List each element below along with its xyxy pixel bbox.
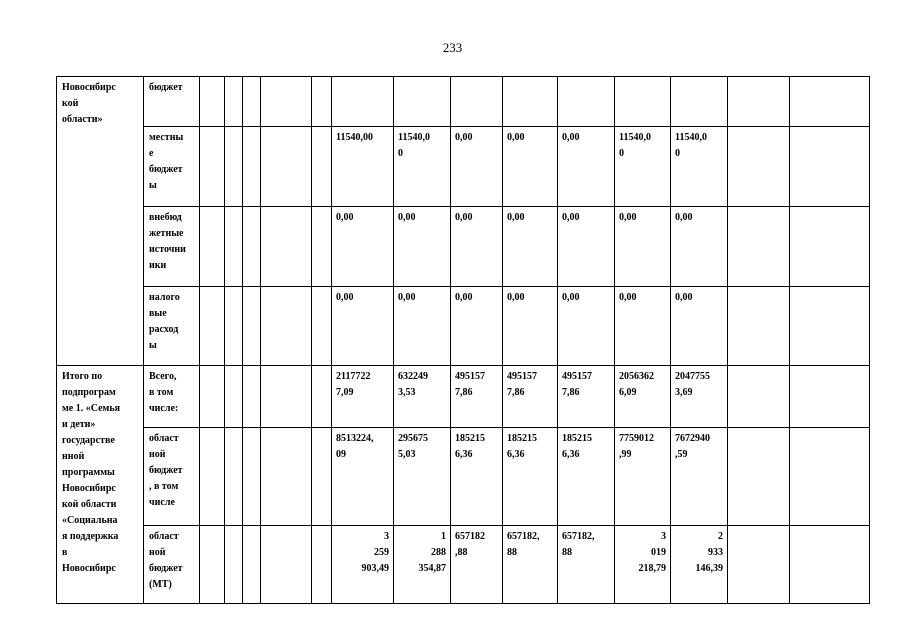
- empty-cell: [790, 428, 870, 526]
- empty-cell: [225, 428, 243, 526]
- table-row: [57, 127, 870, 207]
- empty-cell: [261, 127, 312, 207]
- value-cell: [394, 77, 451, 127]
- value-cell: [558, 77, 615, 127]
- value-cell: 0,00: [503, 207, 558, 287]
- value-cell: 0,00: [503, 127, 558, 207]
- value-cell: 495157 7,86: [451, 366, 503, 428]
- empty-cell: [200, 366, 225, 428]
- empty-cell: [261, 207, 312, 287]
- empty-cell: [225, 287, 243, 366]
- empty-cell: [200, 127, 225, 207]
- value-cell: 0,00: [671, 207, 728, 287]
- empty-cell: [261, 428, 312, 526]
- empty-cell: [790, 366, 870, 428]
- value-cell: 632249 3,53: [394, 366, 451, 428]
- empty-cell: [790, 207, 870, 287]
- value-cell: 2056362 6,09: [615, 366, 671, 428]
- table-row: [57, 287, 870, 366]
- empty-cell: [728, 77, 790, 127]
- value-cell: 11540,0 0: [615, 127, 671, 207]
- value-cell: 657182 ,88: [451, 526, 503, 604]
- funding-source-cell: Всего, в том числе:: [144, 366, 200, 428]
- empty-cell: [728, 366, 790, 428]
- empty-cell: [261, 366, 312, 428]
- value-cell: 0,00: [451, 287, 503, 366]
- empty-cell: [243, 366, 261, 428]
- empty-cell: [312, 287, 332, 366]
- table-row: [57, 77, 870, 127]
- empty-cell: [790, 526, 870, 604]
- empty-cell: [225, 77, 243, 127]
- empty-cell: [243, 77, 261, 127]
- program-label-cell: Новосибирс кой области»: [57, 77, 144, 366]
- table-row: [57, 366, 870, 428]
- empty-cell: [312, 127, 332, 207]
- empty-cell: [790, 287, 870, 366]
- value-cell: 2 933 146,39: [671, 526, 728, 604]
- empty-cell: [312, 366, 332, 428]
- page-number: 233: [442, 40, 463, 55]
- value-cell: 495157 7,86: [503, 366, 558, 428]
- empty-cell: [225, 526, 243, 604]
- table-row: [57, 428, 870, 526]
- value-cell: 2047755 3,69: [671, 366, 728, 428]
- funding-source-cell: област ной бюджет , в том числе: [144, 428, 200, 526]
- value-cell: 185215 6,36: [503, 428, 558, 526]
- value-cell: 11540,0 0: [671, 127, 728, 207]
- value-cell: [503, 77, 558, 127]
- empty-cell: [728, 127, 790, 207]
- value-cell: 7672940 ,59: [671, 428, 728, 526]
- empty-cell: [790, 127, 870, 207]
- value-cell: 3 259 903,49: [332, 526, 394, 604]
- value-cell: 185215 6,36: [558, 428, 615, 526]
- empty-cell: [261, 287, 312, 366]
- budget-table: [56, 76, 870, 604]
- empty-cell: [312, 526, 332, 604]
- empty-cell: [312, 428, 332, 526]
- value-cell: [332, 77, 394, 127]
- value-cell: 0,00: [332, 207, 394, 287]
- funding-source-cell: внебюд жетные источни ики: [144, 207, 200, 287]
- table-row: [57, 207, 870, 287]
- value-cell: 185215 6,36: [451, 428, 503, 526]
- value-cell: 0,00: [332, 287, 394, 366]
- value-cell: 0,00: [503, 287, 558, 366]
- empty-cell: [200, 77, 225, 127]
- empty-cell: [225, 366, 243, 428]
- empty-cell: [243, 526, 261, 604]
- value-cell: 0,00: [558, 207, 615, 287]
- empty-cell: [728, 526, 790, 604]
- empty-cell: [243, 287, 261, 366]
- empty-cell: [200, 526, 225, 604]
- value-cell: 495157 7,86: [558, 366, 615, 428]
- funding-source-cell: бюджет: [144, 77, 200, 127]
- value-cell: 0,00: [558, 127, 615, 207]
- empty-cell: [261, 526, 312, 604]
- value-cell: 2117722 7,09: [332, 366, 394, 428]
- value-cell: [451, 77, 503, 127]
- value-cell: 0,00: [615, 287, 671, 366]
- empty-cell: [243, 127, 261, 207]
- value-cell: 657182, 88: [558, 526, 615, 604]
- empty-cell: [790, 77, 870, 127]
- value-cell: 0,00: [558, 287, 615, 366]
- value-cell: 3 019 218,79: [615, 526, 671, 604]
- empty-cell: [728, 428, 790, 526]
- value-cell: 1 288 354,87: [394, 526, 451, 604]
- value-cell: [615, 77, 671, 127]
- empty-cell: [200, 428, 225, 526]
- empty-cell: [261, 77, 312, 127]
- empty-cell: [243, 207, 261, 287]
- funding-source-cell: местны е бюджет ы: [144, 127, 200, 207]
- empty-cell: [312, 207, 332, 287]
- value-cell: 11540,00: [332, 127, 394, 207]
- value-cell: 8513224, 09: [332, 428, 394, 526]
- empty-cell: [200, 287, 225, 366]
- empty-cell: [243, 428, 261, 526]
- value-cell: [671, 77, 728, 127]
- value-cell: 0,00: [394, 207, 451, 287]
- value-cell: 657182, 88: [503, 526, 558, 604]
- value-cell: 0,00: [451, 127, 503, 207]
- value-cell: 0,00: [671, 287, 728, 366]
- empty-cell: [225, 207, 243, 287]
- value-cell: 0,00: [451, 207, 503, 287]
- program-label-cell: Итого по подпрограм ме 1. «Семья и дети» государстве нной программы Новосибирс кой области «Социальна я поддержка в Новосибирс: [57, 366, 144, 604]
- value-cell: 0,00: [615, 207, 671, 287]
- value-cell: 11540,0 0: [394, 127, 451, 207]
- empty-cell: [200, 207, 225, 287]
- empty-cell: [728, 207, 790, 287]
- value-cell: 295675 5,03: [394, 428, 451, 526]
- value-cell: 7759012 ,99: [615, 428, 671, 526]
- empty-cell: [728, 287, 790, 366]
- funding-source-cell: налого вые расход ы: [144, 287, 200, 366]
- funding-source-cell: област ной бюджет (МТ): [144, 526, 200, 604]
- table-row: [57, 526, 870, 604]
- empty-cell: [225, 127, 243, 207]
- value-cell: 0,00: [394, 287, 451, 366]
- empty-cell: [312, 77, 332, 127]
